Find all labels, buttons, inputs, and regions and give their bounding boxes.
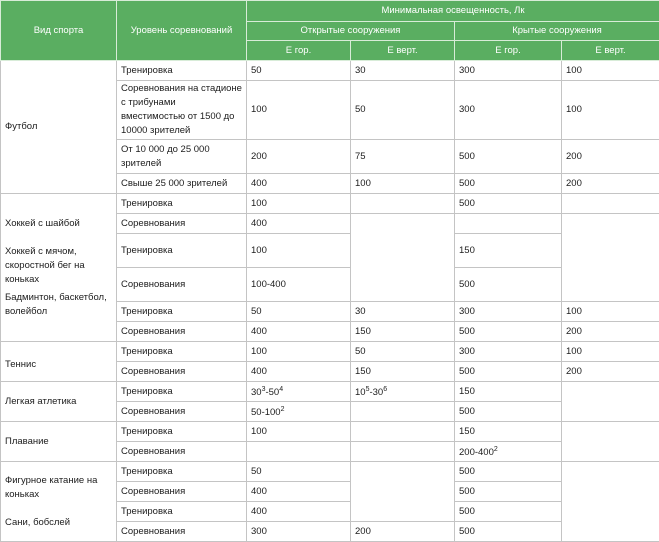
level-cell: Тренировка — [117, 342, 247, 362]
value-cell: 500 — [455, 522, 562, 542]
sport-label-figure: Фигурное катание на коньках — [5, 474, 112, 502]
value-cell: 150 — [351, 322, 455, 342]
header-indoor: Крытые сооружения — [455, 22, 659, 41]
value-cell: 200 — [351, 522, 455, 542]
table-row — [1, 61, 659, 81]
value-cell: 500 — [455, 322, 562, 342]
value-cell: 500 — [455, 462, 562, 482]
value-cell: 400 — [247, 214, 351, 234]
level-cell: Соревнования — [117, 362, 247, 382]
value-cell: 400 — [247, 502, 351, 522]
value-cell — [562, 422, 659, 462]
value-cell — [455, 214, 562, 234]
level-cell: Соревнования на стадионе с трибунами вместимостью от 1500 до 10000 зрителей — [117, 81, 247, 140]
value-cell: 100-400 — [247, 268, 351, 302]
value-cell — [351, 402, 455, 422]
value-cell: 300 — [455, 342, 562, 362]
value-cell: 400 — [247, 362, 351, 382]
value-cell: 400 — [247, 174, 351, 194]
value-cell — [351, 422, 455, 442]
value-cell — [562, 214, 659, 302]
sport-cell-figure-sled — [1, 462, 117, 542]
value-cell: 50 — [247, 302, 351, 322]
table-row — [1, 382, 659, 402]
value-cell: 500 — [455, 482, 562, 502]
level-cell: Соревнования — [117, 402, 247, 422]
level-cell: Соревнования — [117, 442, 247, 462]
value-cell: 300 — [247, 522, 351, 542]
value-cell — [351, 442, 455, 462]
value-cell: 150 — [351, 362, 455, 382]
value-cell: 100 — [247, 81, 351, 140]
table-row — [1, 194, 659, 214]
value-cell — [562, 382, 659, 422]
level-cell: Тренировка — [117, 194, 247, 214]
value-cell: 200 — [562, 140, 659, 174]
level-cell: Тренировка — [117, 502, 247, 522]
value-cell: 75 — [351, 140, 455, 174]
value-cell: 200 — [562, 322, 659, 342]
sport-label-sled: Сани, бобслей — [5, 516, 112, 530]
level-cell: Тренировка — [117, 302, 247, 322]
value-cell: 100 — [562, 342, 659, 362]
value-cell — [562, 462, 659, 542]
value-cell: 400 — [247, 482, 351, 502]
value-cell: 500 — [455, 502, 562, 522]
sport-cell-athletics: Легкая атлетика — [1, 382, 117, 422]
level-cell: Соревнования — [117, 522, 247, 542]
sport-cell-hockey-group — [1, 194, 117, 342]
value-cell: $30^3-50^4$ — [247, 382, 351, 402]
value-cell: 50 — [247, 462, 351, 482]
value-cell: $50-100^2$ — [247, 402, 351, 422]
value-cell: 50 — [351, 342, 455, 362]
value-cell: 150 — [455, 234, 562, 268]
value-cell: 200 — [562, 362, 659, 382]
value-cell: 150 — [455, 382, 562, 402]
value-cell: 200 — [247, 140, 351, 174]
value-cell: 100 — [351, 174, 455, 194]
header-outdoor-e-hor: Е гор. — [247, 41, 351, 61]
value-cell: 30 — [351, 61, 455, 81]
value-cell — [351, 214, 455, 302]
value-cell — [351, 194, 455, 214]
table-row — [1, 342, 659, 362]
sport-label-badminton: Бадминтон, баскетбол, волейбол — [5, 291, 112, 319]
sport-label-hockey-ball: Хоккей с мячом, скоростной бег на коньках — [5, 245, 112, 287]
value-cell: 100 — [247, 342, 351, 362]
value-cell: 500 — [455, 194, 562, 214]
value-cell: 100 — [562, 302, 659, 322]
value-cell: 100 — [247, 234, 351, 268]
sport-label-tennis: Теннис — [5, 352, 112, 372]
value-cell: 30 — [351, 302, 455, 322]
header-outdoor-e-vert: Е верт. — [351, 41, 455, 61]
header-indoor-e-vert: Е верт. — [562, 41, 659, 61]
value-cell — [562, 194, 659, 214]
level-cell: Тренировка — [117, 422, 247, 442]
value-cell: 500 — [455, 140, 562, 174]
sport-cell-swimming: Плавание — [1, 422, 117, 462]
table-row — [1, 462, 659, 482]
value-cell — [247, 442, 351, 462]
value-cell: 500 — [455, 268, 562, 302]
sport-cell-tennis — [1, 342, 117, 382]
header-indoor-e-hor: Е гор. — [455, 41, 562, 61]
level-cell: Тренировка — [117, 382, 247, 402]
header-min-illumination: Минимальная освещенность, Лк — [247, 1, 659, 22]
sport-cell-football: Футбол — [1, 61, 117, 194]
value-cell: $10^5-30^6$ — [351, 382, 455, 402]
value-cell: 100 — [562, 61, 659, 81]
table-row — [1, 422, 659, 442]
level-cell: Соревнования — [117, 482, 247, 502]
value-cell: 100 — [247, 194, 351, 214]
level-cell: Соревнования — [117, 268, 247, 302]
value-cell: 50 — [351, 81, 455, 140]
value-cell: 100 — [562, 81, 659, 140]
level-cell: От 10 000 до 25 000 зрителей — [117, 140, 247, 174]
value-cell: 50 — [247, 61, 351, 81]
value-cell: 100 — [247, 422, 351, 442]
level-cell: Тренировка — [117, 234, 247, 268]
header-level: Уровень соревнований — [117, 1, 247, 61]
level-cell: Свыше 25 000 зрителей — [117, 174, 247, 194]
value-cell: 300 — [455, 81, 562, 140]
level-cell: Тренировка — [117, 462, 247, 482]
level-cell: Тренировка — [117, 61, 247, 81]
value-cell: 500 — [455, 362, 562, 382]
value-cell: 150 — [455, 422, 562, 442]
level-cell: Соревнования — [117, 214, 247, 234]
value-cell: 400 — [247, 322, 351, 342]
value-cell — [351, 462, 455, 522]
header-sport: Вид спорта — [1, 1, 117, 61]
header-outdoor: Открытые сооружения — [247, 22, 455, 41]
value-cell: $200-400^2$ — [455, 442, 562, 462]
level-cell: Соревнования — [117, 322, 247, 342]
value-cell: 500 — [455, 402, 562, 422]
value-cell: 500 — [455, 174, 562, 194]
value-cell: 300 — [455, 302, 562, 322]
value-cell: 200 — [562, 174, 659, 194]
sport-label-hockey-puck: Хоккей с шайбой — [5, 217, 112, 231]
value-cell: 300 — [455, 61, 562, 81]
